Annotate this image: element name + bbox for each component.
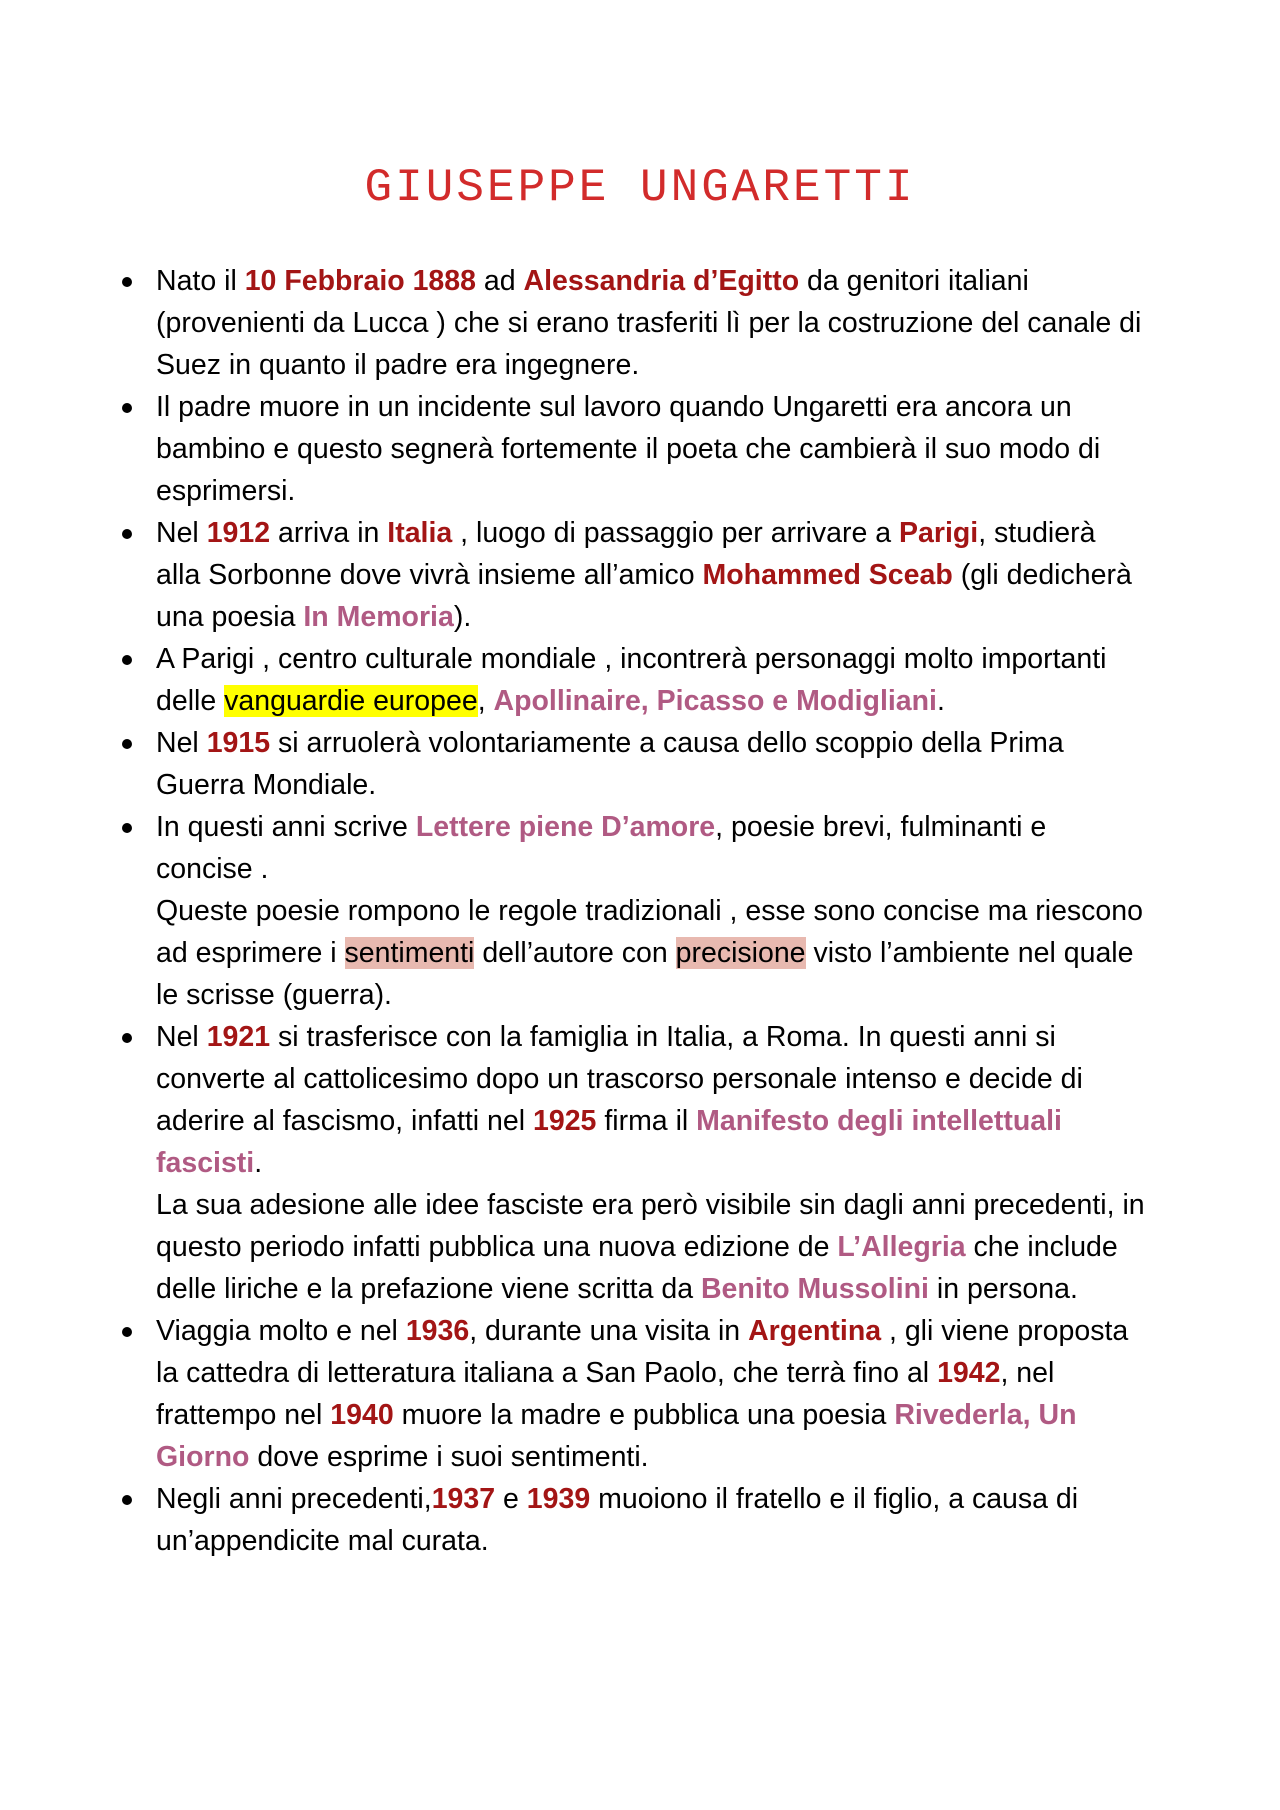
bullet-paragraph	[156, 1184, 1146, 1310]
body-text: A Parigi , centro culturale mondiale , incontrerà personaggi molto importanti delle	[156, 643, 1107, 717]
body-text: Nato il	[156, 265, 245, 297]
body-text: Nel	[156, 1021, 207, 1053]
bullet-dot-icon	[122, 277, 132, 287]
bullet-dot-icon	[122, 823, 132, 833]
bullet-paragraph	[156, 260, 1146, 386]
highlight-name-or-work: Rivederla, Un Giorno	[156, 1399, 1077, 1473]
body-text: si arruolerà volontariamente a causa dello scoppio della Prima Guerra Mondiale.	[156, 727, 1064, 801]
body-text: .	[936, 685, 945, 717]
body-text: La sua adesione alle idee fasciste era però visibile sin dagli anni precedenti, in questo periodo infatti pubblica una nuova edizione de	[156, 1189, 1145, 1263]
highlight-date-or-place: Argentina	[748, 1315, 882, 1347]
highlight-name-or-work: Apollinaire, Picasso e Modigliani	[493, 685, 937, 717]
body-text: che include delle liriche e la prefazione viene scritta da	[156, 1231, 1118, 1305]
bullet-item	[156, 1016, 1146, 1310]
bullet-item	[156, 1478, 1146, 1562]
bullet-paragraph	[156, 806, 1146, 890]
body-text: dell’autore con	[474, 937, 676, 969]
highlight-date-or-place: 1912	[206, 517, 271, 549]
highlight-date-or-place: 1940	[330, 1399, 394, 1431]
bullet-list	[156, 260, 1146, 1562]
pink-highlight-text: precisione	[675, 937, 806, 969]
bullet-dot-icon	[122, 1033, 132, 1043]
body-text: firma il	[596, 1105, 697, 1137]
bullet-paragraph	[156, 512, 1146, 638]
bullet-paragraph	[156, 722, 1146, 806]
highlight-date-or-place: 1925	[533, 1105, 597, 1137]
body-text: , studierà alla Sorbonne dove vivrà insieme all’amico	[156, 517, 1096, 591]
body-text: ).	[453, 601, 472, 633]
highlight-name-or-work: In Memoria	[303, 601, 454, 633]
body-text: Nel	[156, 517, 207, 549]
highlight-date-or-place: Parigi	[899, 517, 979, 549]
bullet-dot-icon	[122, 529, 132, 539]
body-text: si trasferisce con la famiglia in Italia, a Roma. In questi anni si converte al cattolicesimo dopo un trascorso personale intenso e decide di aderire al fascismo, infatti nel	[156, 1021, 1083, 1137]
body-text: .	[254, 1147, 263, 1179]
highlight-date-or-place: Italia	[387, 517, 453, 549]
bullet-item	[156, 512, 1146, 638]
body-text: in persona.	[928, 1273, 1078, 1305]
bullet-item	[156, 260, 1146, 386]
highlight-name-or-work: Manifesto degli intellettuali fascisti	[156, 1105, 1062, 1179]
highlight-name-or-work: Benito Mussolini	[700, 1273, 929, 1305]
highlight-name-or-work: L’Allegria	[837, 1231, 966, 1263]
pink-highlight-text: sentimenti	[344, 937, 475, 969]
highlight-date-or-place: Alessandria d’Egitto	[523, 265, 800, 297]
body-text: ,	[477, 685, 494, 717]
body-text: Negli anni precedenti,	[156, 1483, 432, 1515]
highlight-date-or-place: 10 Febbraio 1888	[244, 265, 476, 297]
bullet-paragraph	[156, 638, 1146, 722]
body-text: , nel frattempo nel	[156, 1357, 1055, 1431]
page-title: GIUSEPPE UNGARETTI	[364, 162, 916, 214]
body-text: , gli viene proposta la cattedra di letteratura italiana a San Paolo, che terrà fino al	[156, 1315, 1129, 1389]
body-text: Il padre muore in un incidente sul lavoro quando Ungaretti era ancora un bambino e questo segnerà fortemente il poeta che cambierà il suo modo di esprimersi.	[156, 391, 1101, 507]
highlight-date-or-place: 1937	[431, 1483, 496, 1515]
bullet-paragraph	[156, 890, 1146, 1016]
body-text: muore la madre e pubblica una poesia	[393, 1399, 895, 1431]
bullet-item	[156, 638, 1146, 722]
highlight-date-or-place: 1942	[937, 1357, 1001, 1389]
bullet-paragraph	[156, 386, 1146, 512]
body-text: , luogo di passaggio per arrivare a	[452, 517, 900, 549]
bullet-paragraph	[156, 1310, 1146, 1478]
bullet-item	[156, 722, 1146, 806]
body-text: arriva in	[270, 517, 388, 549]
body-text: (gli dedicherà una poesia	[156, 559, 1132, 633]
highlight-name-or-work: Lettere piene D’amore	[415, 811, 716, 843]
bullet-dot-icon	[122, 1327, 132, 1337]
bullet-item	[156, 806, 1146, 1016]
highlight-date-or-place: 1915	[206, 727, 271, 759]
bullet-dot-icon	[122, 1495, 132, 1505]
body-text: Viaggia molto e nel	[156, 1315, 406, 1347]
highlight-date-or-place: 1939	[526, 1483, 591, 1515]
body-text: , poesie brevi, fulminanti e concise .	[156, 811, 1047, 885]
bullet-item	[156, 1310, 1146, 1478]
bullet-dot-icon	[122, 739, 132, 749]
bullet-paragraph	[156, 1478, 1146, 1562]
body-text: ad	[476, 265, 524, 297]
body-text: In questi anni scrive	[156, 811, 416, 843]
body-text: dove esprime i suoi sentimenti.	[249, 1441, 649, 1473]
body-text: , durante una visita in	[469, 1315, 749, 1347]
body-text: da genitori italiani (provenienti da Lucca ) che si erano trasferiti lì per la costruzione del canale di Suez in quanto il padre era ingegnere.	[156, 265, 1142, 381]
bullet-dot-icon	[122, 655, 132, 665]
yellow-highlight-text: vanguardie europee	[224, 685, 478, 717]
bullet-paragraph	[156, 1016, 1146, 1184]
body-text: Queste poesie rompono le regole tradizionali , esse sono concise ma riescono ad esprimere i	[156, 895, 1143, 969]
body-text: e	[495, 1483, 527, 1515]
body-text: Nel	[156, 727, 207, 759]
body-text: muoiono il fratello e il figlio, a causa di un’appendicite mal curata.	[156, 1483, 1079, 1557]
body-text: visto l’ambiente nel quale le scrisse (guerra).	[156, 937, 1134, 1011]
highlight-date-or-place: 1936	[405, 1315, 470, 1347]
bullet-item	[156, 386, 1146, 512]
highlight-date-or-place: Mohammed Sceab	[702, 559, 953, 591]
bullet-dot-icon	[122, 403, 132, 413]
highlight-date-or-place: 1921	[206, 1021, 271, 1053]
